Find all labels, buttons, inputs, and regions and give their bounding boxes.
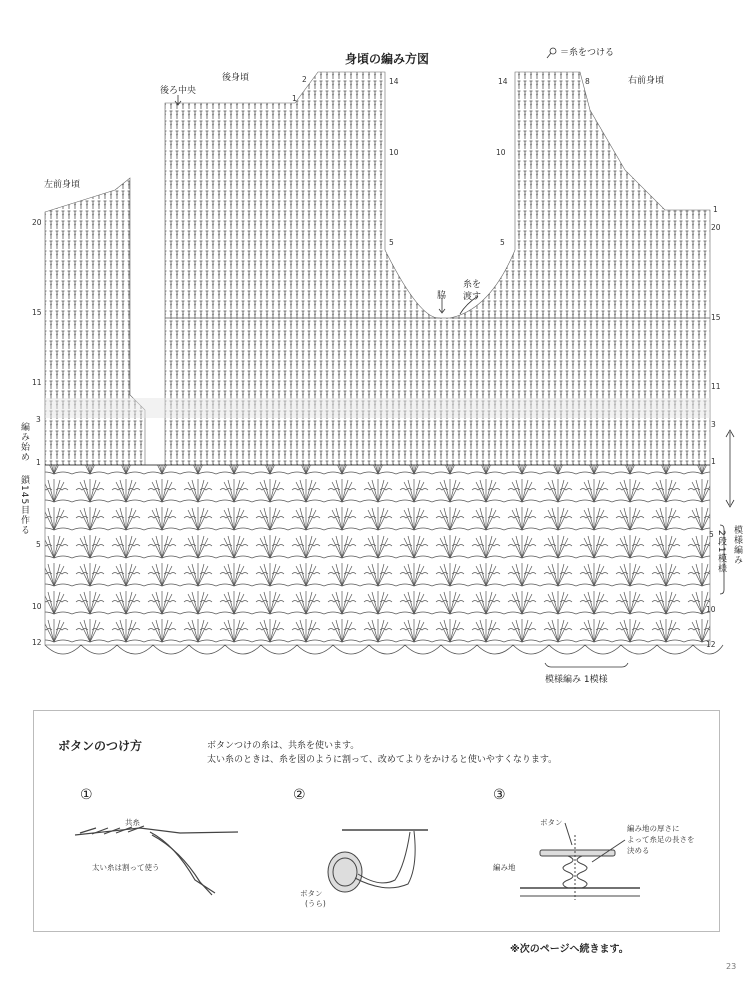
step-3-number: ③ [493, 787, 506, 803]
row-num: 11 [32, 378, 42, 387]
row-num: 10 [706, 605, 716, 614]
label-pass-yarn-2: 渡す [463, 292, 482, 302]
row-num: 12 [32, 638, 42, 647]
label-right-front: 右前身頃 [628, 76, 665, 86]
button-howto-desc-1: ボタンつけの糸は、共糸を使います。 [207, 741, 360, 751]
step-2-label-back: (うら) [305, 899, 326, 908]
label-start-2: 鎖145目作る [19, 475, 29, 536]
row-num: 1 [711, 457, 716, 466]
page-number: 23 [726, 962, 737, 971]
row-num: 11 [711, 382, 721, 391]
step-3-label-thickness-1: 編み地の厚さに [627, 824, 680, 833]
continue-note: ※次のページへ続きます。 [510, 944, 629, 955]
scalloped-edge [45, 645, 723, 654]
label-pattern-2: 2段1模様 [716, 530, 726, 574]
row-num: 15 [711, 313, 721, 322]
row-num: 5 [389, 238, 394, 247]
row-num: 8 [585, 77, 590, 86]
label-side: 脇 [437, 291, 447, 301]
row-num: 15 [32, 308, 42, 317]
back-body-lower [165, 318, 710, 465]
row-num: 1 [713, 205, 718, 214]
diagram-title: 身頃の編み方図 [345, 52, 430, 66]
right-front-body [450, 72, 710, 318]
row-num: 3 [36, 415, 41, 424]
row-num: 5 [500, 238, 505, 247]
row-num: 20 [711, 223, 721, 232]
label-left-front: 左前身頃 [44, 180, 81, 190]
legend-text: ＝糸をつける [560, 48, 615, 58]
button-howto-desc-2: 太い糸のときは、糸を図のように割って、改めてよりをかけると使いやすくなります。 [207, 755, 558, 765]
step-3-label-fabric: 編み地 [493, 863, 516, 872]
step-3-label-button: ボタン [540, 818, 563, 827]
row-num: 3 [711, 420, 716, 429]
label-back-center: 後ろ中央 [160, 86, 197, 96]
back-body [165, 72, 440, 318]
button-howto-title: ボタンのつけ方 [58, 739, 143, 753]
label-pattern-1: 模様編み [732, 525, 742, 565]
step-3-label-thickness-2: よって糸足の長さを [627, 835, 695, 844]
row-num: 10 [389, 148, 399, 157]
label-pattern-repeat: 模様編み 1模様 [545, 675, 608, 685]
row-num: 14 [498, 77, 508, 86]
row-num: 10 [32, 602, 42, 611]
step-2-number: ② [293, 787, 306, 803]
step-1-label-split: 太い糸は割って使う [92, 863, 160, 872]
step-2-label-button: ボタン [300, 889, 323, 898]
step-3-label-thickness-3: 決める [627, 846, 650, 855]
row-num: 5 [709, 530, 714, 539]
label-back-body: 後身頃 [222, 73, 250, 83]
step-1-label-yarn: 共糸 [125, 818, 140, 827]
step-1-number: ① [80, 787, 93, 803]
row-num: 12 [706, 640, 716, 649]
row-num: 20 [32, 218, 42, 227]
row-num: 2 [302, 75, 307, 84]
pattern-section [45, 465, 710, 645]
row-num: 10 [496, 148, 506, 157]
row-num: 1 [292, 94, 297, 103]
left-front-body [45, 178, 145, 465]
label-pass-yarn-1: 糸を [463, 280, 482, 290]
row-num: 1 [36, 458, 41, 467]
row-num: 14 [389, 77, 399, 86]
label-start-1: 編み始め [19, 422, 29, 462]
row-num: 5 [36, 540, 41, 549]
